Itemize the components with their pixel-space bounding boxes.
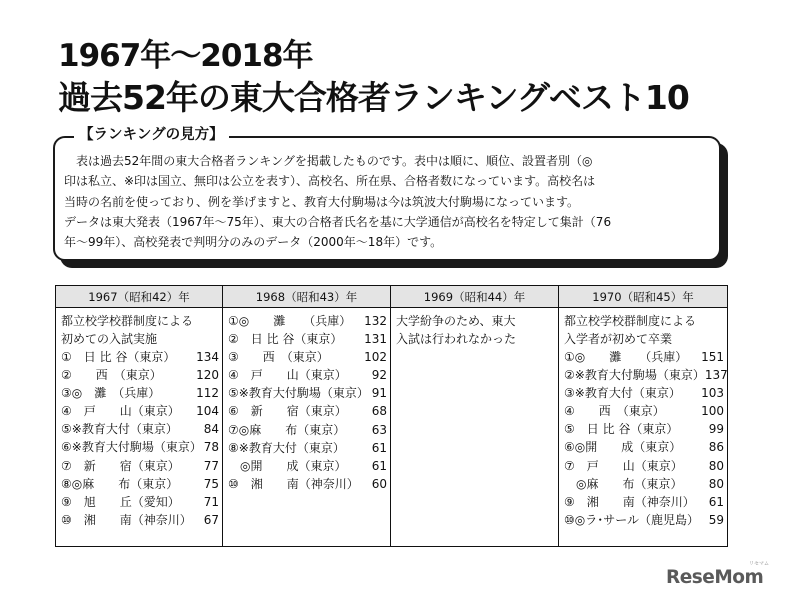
passer-count: 131 [364,332,387,347]
year-header-1967: 1967（昭和42）年 [56,286,223,308]
ranking-row [228,439,387,457]
passer-count: 84 [203,422,219,437]
ranking-row [228,421,387,439]
column-1970 [559,308,728,547]
ranking-row [61,420,219,438]
column-1969 [391,308,559,547]
year-header-1969: 1969（昭和44）年 [391,286,559,308]
passer-count: 151 [701,350,724,364]
column-note-line: 初めての入試実施 [61,332,158,346]
school-name: ② 西 （東京） [61,368,162,383]
passer-count: 80 [708,458,724,473]
explanation-line: 年～99年）、高校発表で判明分のみのデータ（2000年～18年）です。 [64,235,443,250]
ranking-row [61,511,219,529]
column-note-line: 都立校学校群制度による [61,314,194,328]
ranking-row [228,457,387,475]
passer-count: 61 [371,440,387,455]
column-note-line: 入学者が初めて卒業 [564,332,673,346]
year-header-1968: 1968（昭和43）年 [223,286,391,308]
school-name: ⑥ 新 宿（東京） [228,404,347,419]
school-name: ⑥◎開 成（東京） [564,440,682,455]
school-name: ⑧※教育大付（東京） [228,440,345,455]
school-name: ① 日 比 谷（東京） [61,350,176,364]
ranking-row [61,493,219,511]
column-1967 [56,308,223,547]
passer-count: 60 [371,476,387,491]
passer-count: 78 [203,440,219,455]
passer-count: 68 [371,404,387,419]
passer-count: 91 [371,386,387,401]
passer-count: 61 [371,458,387,473]
ranking-row [564,493,724,511]
ranking-row [228,330,387,348]
passer-count: 61 [708,494,724,509]
passer-count: 100 [701,404,724,419]
ranking-row [228,348,387,366]
ranking-row [564,511,724,529]
ranking-row [564,420,724,438]
school-name: ⑩ 湘 南（神奈川） [61,512,192,527]
passer-count: 120 [196,368,219,383]
passer-count: 77 [203,458,219,473]
ranking-row [228,384,387,402]
resemom-logo-sub: リセマム [749,561,769,567]
ranking-row [564,475,724,493]
title-line-1: 1967年～2018年 [58,38,313,74]
passer-count: 112 [196,386,219,401]
passer-count: 63 [371,422,387,437]
ranking-row [61,402,219,420]
school-name: ④ 戸 山（東京） [61,404,180,419]
school-name: ⑤ 日 比 谷（東京） [564,422,679,437]
column-note-line: 都立校学校群制度による [564,314,697,328]
passer-count: 59 [708,512,724,527]
ranking-row [564,366,728,384]
passer-count: 67 [203,512,219,527]
ranking-row [228,402,387,420]
passer-count: 71 [203,494,219,509]
passer-count: 102 [364,350,387,365]
column-note-line: 入試は行われなかった [396,332,517,346]
school-name: ⑥※教育大付駒場（東京） [61,440,202,455]
ranking-row [61,366,219,384]
passer-count: 103 [701,386,724,401]
ranking-row [564,438,724,456]
ranking-row [564,348,724,366]
ranking-row [61,438,219,456]
school-name: ①◎ 灘 （兵庫） [564,350,688,364]
table-header-row [56,286,728,308]
school-name: ⑦◎麻 布（東京） [228,422,346,437]
ranking-row [564,384,724,402]
school-name: ⑨ 旭 丘（愛知） [61,494,180,509]
explanation-line: 当時の名前を使っており、例を挙げますと、教育大付駒場は今は筑波大付駒場になっています。 [64,194,580,209]
passer-count: 132 [364,314,387,328]
year-header-1970: 1970（昭和45）年 [559,286,728,308]
ranking-table [55,285,728,547]
explanation-line: 表は過去52年間の東大合格者ランキングを掲載したものです。表中は順に、順位、設置者別（◎ [76,154,593,168]
passer-count: 99 [708,422,724,437]
ranking-row [61,348,219,366]
school-name: ⑩◎ラ･サール（鹿児島） [564,512,699,527]
resemom-logo: ReseMom [666,567,764,588]
school-name: ⑦ 新 宿（東京） [61,458,180,473]
school-name: ⑩ 湘 南（神奈川） [228,476,359,491]
school-name: ③ 西 （東京） [228,350,329,365]
school-name: ⑦ 戸 山（東京） [564,458,683,473]
passer-count: 104 [196,404,219,419]
title-line-2: 過去52年の東大合格者ランキングベスト10 [58,78,689,117]
school-name: ②※教育大付駒場（東京） [564,368,705,383]
ranking-row [61,384,219,402]
column-1968 [223,308,391,547]
ranking-row [228,312,387,330]
ranking-row [228,475,387,493]
ranking-row [61,475,219,493]
school-name: ⑨ 湘 南（神奈川） [564,494,695,509]
explanation-body [64,151,712,252]
explanation-line: データは東大発表（1967年～75年）、東大の合格者氏名を基に大学通信が高校名を特定して集計（76 [64,214,612,229]
passer-count: 137 [704,368,728,383]
school-name: ⑤※教育大付（東京） [61,422,178,437]
ranking-row [228,366,387,384]
school-name: ⑤※教育大付駒場（東京） [228,386,369,401]
passer-count: 92 [371,368,387,383]
school-name: ④ 戸 山（東京） [228,368,347,383]
column-note-line: 大学紛争のため、東大 [396,314,516,328]
ranking-row [61,457,219,475]
school-name: ①◎ 灘 （兵庫） [228,314,352,328]
passer-count: 134 [196,350,219,364]
school-name: ◎開 成（東京） [228,458,347,473]
passer-count: 86 [708,440,724,455]
passer-count: 80 [708,476,724,491]
school-name: ② 日 比 谷（東京） [228,332,343,347]
school-name: ③※教育大付（東京） [564,386,681,401]
explanation-heading: 【ランキングの見方】 [74,123,229,144]
ranking-row [564,402,724,420]
ranking-row [564,457,724,475]
passer-count: 75 [203,476,219,491]
school-name: ◎麻 布（東京） [564,476,683,491]
school-name: ③◎ 灘 （兵庫） [61,386,161,401]
table-body-row [56,308,728,547]
explanation-line: 印は私立、※印は国立、無印は公立を表す）、高校名、所在県、合格者数になっています。高校名は [64,174,596,189]
school-name: ④ 西 （東京） [564,404,665,419]
school-name: ⑧◎麻 布（東京） [61,476,179,491]
